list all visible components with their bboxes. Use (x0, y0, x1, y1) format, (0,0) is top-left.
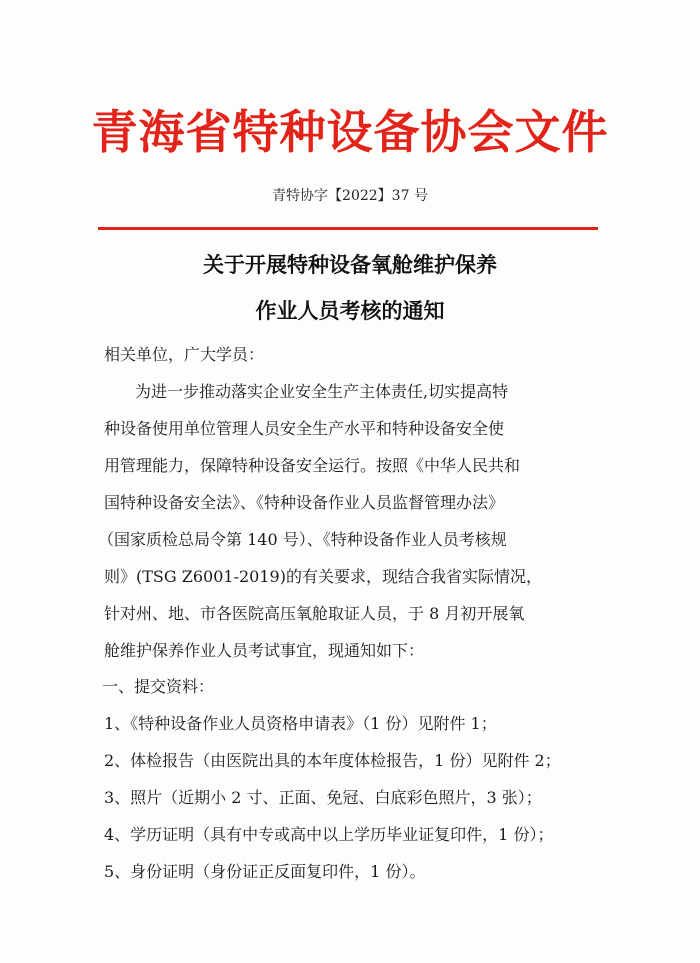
red-divider-line (98, 227, 598, 230)
notice-title-line-1: 关于开展特种设备氧舱维护保养 (203, 253, 497, 277)
list-item: 4、学历证明（具有中专或高中以上学历毕业证复印件，1 份）； (104, 825, 554, 844)
paragraph-line: 国特种设备安全法》、《特种设备作业人员监督管理办法》 (104, 493, 505, 512)
list-item: 3、照片（近期小 2 寸、正面、免冠、白底彩色照片，3 张）； (104, 788, 542, 807)
salutation: 相关单位，广大学员： (104, 345, 265, 364)
paragraph-line: （国家质检总局令第 140 号）、《特种设备作业人员考核规 (98, 530, 507, 549)
paragraph-line: 针对州、地、市各医院高压氧舱取证人员，于 8 月初开展氧 (104, 604, 525, 623)
section-heading: 一、提交资料： (102, 677, 215, 696)
paragraph-line: 为进一步推动落实企业安全生产主体责任,切实提高特 (135, 382, 509, 401)
notice-title-line-2: 作业人员考核的通知 (255, 299, 445, 323)
paragraph-line: 舱维护保养作业人员考试事宜，现通知如下： (104, 641, 425, 660)
list-item: 5、身份证明（身份证正反面复印件，1 份）。 (104, 862, 426, 881)
list-item: 1、《特种设备作业人员资格申请表》（1 份）见附件 1； (104, 714, 497, 733)
issuer-header-title: 青海省特种设备协会文件 (91, 105, 609, 159)
paragraph-line: 用管理能力，保障特种设备安全运行。按照《中华人民共和 (104, 456, 521, 475)
list-item: 2、体检报告（由医院出具的本年度体检报告，1 份）见附件 2； (104, 751, 561, 770)
paragraph-line: 种设备使用单位管理人员安全生产水平和特种设备安全使 (104, 419, 505, 438)
document-number: 青特协字【2022】37 号 (272, 188, 428, 204)
paragraph-line: 则》(TSG Z6001-2019)的有关要求，现结合我省实际情况， (104, 567, 542, 586)
